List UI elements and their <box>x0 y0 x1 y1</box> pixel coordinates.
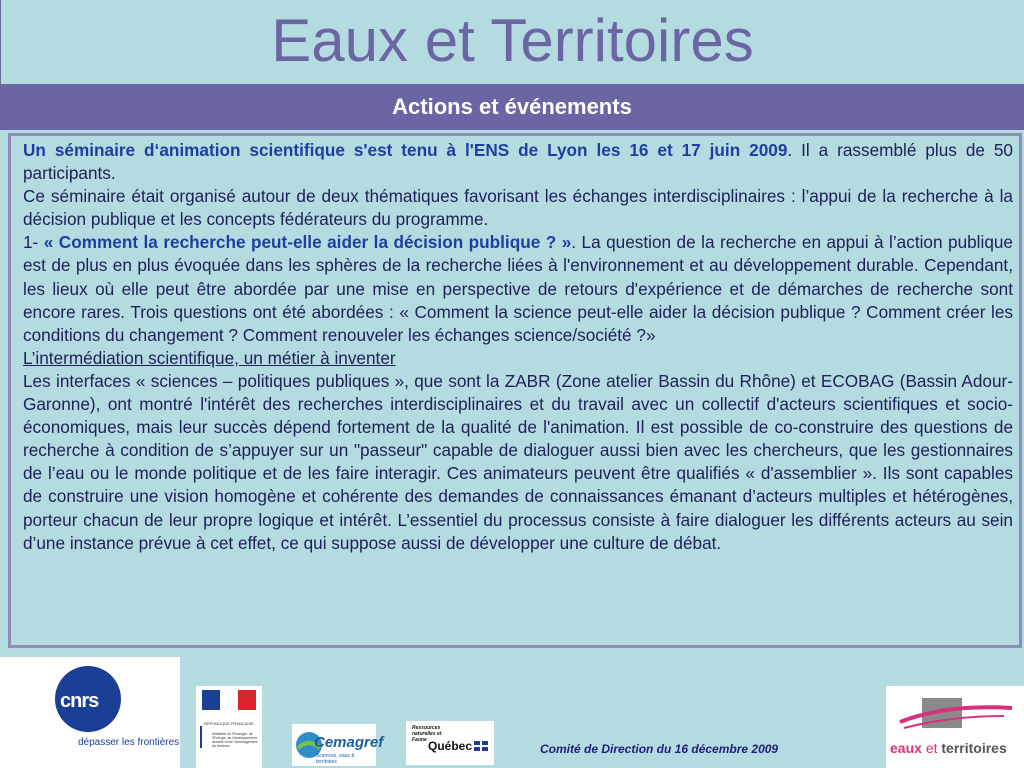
question-rest: . La question de la recherche en appui à l’action publique est de plus en plus évoquée dans les sphères de la recherche liées à l'environnement et au développement durable. Cependant, les lieux où elle peut être abordée par une mise en perspective de retours d'expérience et de démarches de recherche sont encore rares. Trois questions ont été abordées : « Comment la science peut-elle aider la décision publique ? Comment créer les conditions du changement ? Comment renouveler les échanges science/société ?» <box>23 232 1013 345</box>
page-title: Eaux et Territoires <box>0 0 1024 84</box>
paragraph-themes: Ce séminaire était organisé autour de deux thématiques favorisant les échanges interdisciplinaires : l’appui de la recherche à la décision publique et les concepts fédérateurs du programme. <box>23 186 1013 230</box>
brand-wordmark <box>890 740 1007 756</box>
paragraph-intro <box>23 139 1013 185</box>
republique-label: RÉPUBLIQUE FRANÇAISE <box>204 721 254 726</box>
quebec-logo <box>406 721 494 765</box>
quebec-flag-icon <box>474 741 488 751</box>
cemagref-logo <box>292 724 384 766</box>
question-number: 1- <box>23 232 44 253</box>
brand-et: et <box>925 740 938 756</box>
subheading: L’intermédiation scientifique, un métier à inventer <box>23 347 396 368</box>
eaux-territoires-icon <box>886 686 1024 738</box>
paragraph-question <box>23 231 1013 346</box>
quebec-wordmark: Québec <box>428 739 473 753</box>
question-heading: « Comment la recherche peut-elle aider la décision publique ? » <box>43 232 572 253</box>
brand-territoires: territoires <box>941 740 1007 756</box>
ministry-label: Ministère de l'Écologie, de l'Énergie, du Développement durable et de l'Aménagement du territoire <box>200 726 262 748</box>
section-banner: Actions et événements <box>0 84 1024 130</box>
intro-heading: Un séminaire d‘animation scientifique s'est tenu à l'ENS de Lyon les 16 et 17 juin 2009 <box>23 140 788 160</box>
cnrs-tagline: dépasser les frontières <box>78 737 180 748</box>
meeting-caption: Comité de Direction du 16 décembre 2009 <box>540 742 779 756</box>
paragraph-interfaces: Les interfaces « sciences – politiques publiques », que sont la ZABR (Zone atelier Bassin du Rhône) et ECOBAG (Bassin Adour-Garonne), ont montré l'intérêt des recherches interdisciplinaires et du travail avec un collectif d'acteurs scientifiques et socio-économiques, mais leur succès dépend fortement de la qualité de l'animation. Il est possible de co-construire des questions de recherche à condition de s’appuyer sur un "passeur" capable de dialoguer aussi bien avec les chercheurs, que les gestionnaires de l’eau ou le monde politique et de les faire interagir. Ces animateurs peuvent être qualifiés « d'assemblier ». Ils sont capables de construire une vision homogène et cohérente des demandes de connaissances émanant d’acteurs multiples et hétérogènes, porteur chacun de leur propre logique et intérêt. L’essentiel du processus consiste à faire dialoguer les différents acteurs au sein d’une instance prévue à cet effet, ce qui suppose aussi de développer une culture de débat. <box>23 370 1013 553</box>
article-body <box>23 139 1013 555</box>
marianne-flag-icon <box>196 686 262 720</box>
brand-eaux: eaux <box>890 740 922 756</box>
intro-rest: . Il a rassemblé plus de 50 participants. <box>23 140 1013 184</box>
quebec-ministry-label: Ressources naturelles et Faune <box>412 725 442 743</box>
cnrs-wordmark: cnrs <box>60 690 99 712</box>
cemagref-subtitle: Sciences, eaux & territoires <box>316 753 355 765</box>
eaux-territoires-logo <box>886 686 1024 768</box>
ministry-logo <box>196 686 262 768</box>
cemagref-wordmark: Cemagref <box>314 734 384 751</box>
